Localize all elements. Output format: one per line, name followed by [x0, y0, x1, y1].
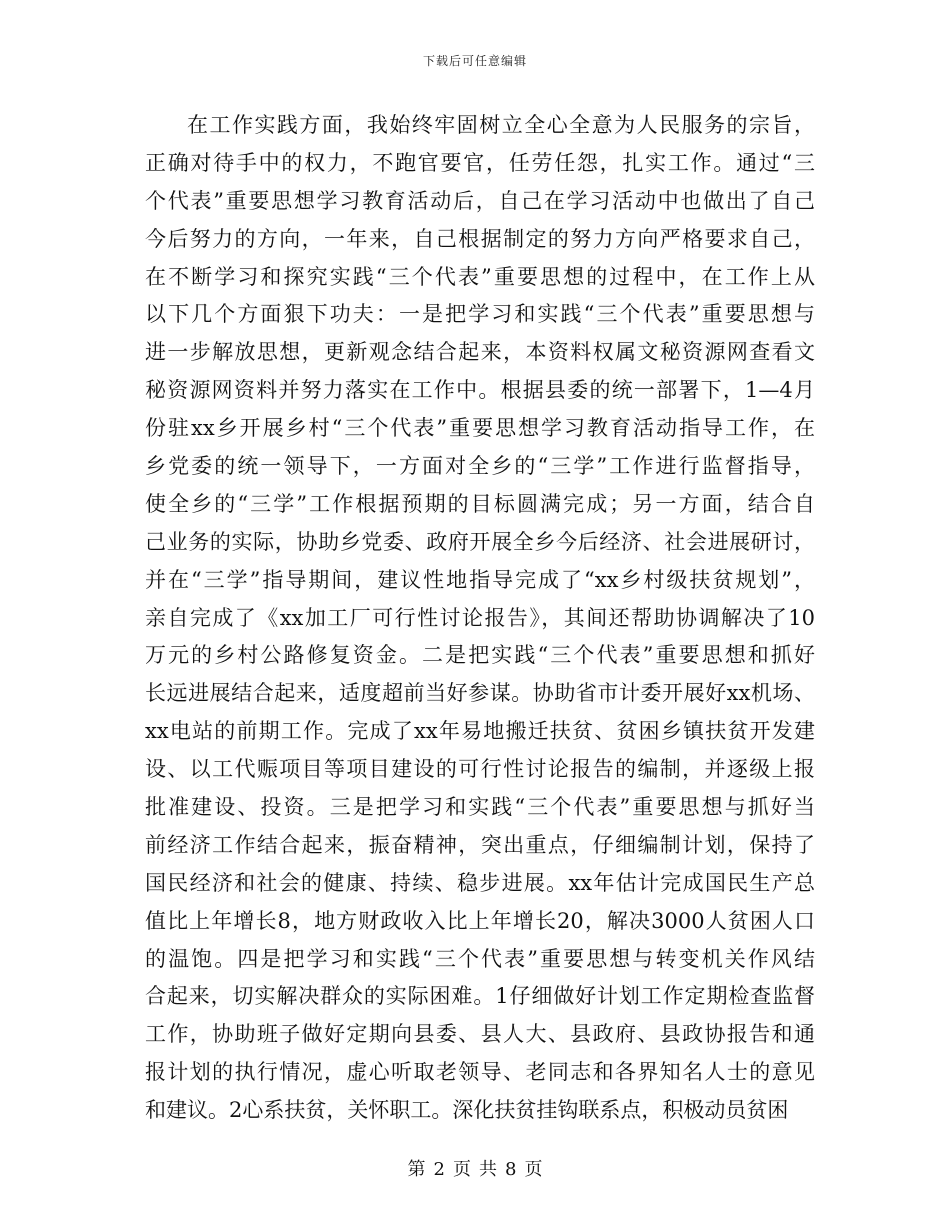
- body-line: 以下几个方面狠下功夫：一是把学习和实践“三个代表”重要思想与: [145, 302, 815, 327]
- body-line: 在工作实践方面，我始终牢固树立全心全意为人民服务的宗旨，: [187, 113, 815, 137]
- body-line: 亲自完成了《xx加工厂可行性讨论报告》，其间还帮助协调解决了10: [145, 605, 815, 630]
- body-line: 个代表”重要思想学习教育活动后，自己在学习活动中也做出了自己: [145, 188, 815, 213]
- body-line: 长远进展结合起来，适度超前当好参谋。协助省市计委开展好xx机场、: [145, 681, 815, 706]
- body-line: 报计划的执行情况，虚心听取老领导、老同志和各界知名人士的意见: [145, 1060, 815, 1085]
- body-line: 使全乡的“三学”工作根据预期的目标圆满完成；另一方面，结合自: [145, 491, 815, 516]
- page-header-note: 下载后可任意编辑: [422, 54, 527, 68]
- body-line: 和建议。2心系扶贫，关怀职工。深化扶贫挂钩联系点，积极动员贫困: [145, 1098, 789, 1123]
- body-line: 份驻xx乡开展乡村“三个代表”重要思想学习教育活动指导工作，在: [145, 416, 815, 441]
- footer-label-gong: 共: [479, 1159, 497, 1180]
- body-line: 并在“三学”指导期间，建议性地指导完成了“xx乡村级扶贫规划”，: [145, 567, 815, 592]
- footer-page-number: 2: [433, 1159, 445, 1180]
- body-line: 批准建设、投资。三是把学习和实践“三个代表”重要思想与抓好当: [145, 795, 815, 820]
- body-line: 值比上年增长8，地方财政收入比上年增长20，解决3000人贫困人口: [145, 908, 815, 933]
- body-line: 在不断学习和探究实践“三个代表”重要思想的过程中，在工作上从: [145, 264, 815, 289]
- body-line: 合起来，切实解决群众的实际困难。1仔细做好计划工作定期检查监督: [145, 984, 815, 1009]
- body-line: 进一步解放思想，更新观念结合起来，本资料权属文秘资源网查看文: [145, 340, 815, 365]
- body-line: 己业务的实际，协助乡党委、政府开展全乡今后经济、社会进展研讨，: [145, 529, 815, 554]
- body-line: 今后努力的方向，一年来，自己根据制定的努力方向严格要求自己，: [145, 226, 815, 251]
- footer-label-ye: 页: [453, 1159, 471, 1180]
- footer-label-ye-2: 页: [524, 1159, 543, 1180]
- body-line: 万元的乡村公路修复资金。二是把实践“三个代表”重要思想和抓好: [145, 643, 815, 668]
- body-line: 国民经济和社会的健康、持续、稳步进展。xx年估计完成国民生产总: [145, 870, 815, 895]
- body-line: 工作，协助班子做好定期向县委、县人大、县政府、县政协报告和通: [145, 1022, 815, 1047]
- body-line: xx电站的前期工作。完成了xx年易地搬迁扶贫、贫困乡镇扶贫开发建: [145, 719, 815, 744]
- page-footer: [0, 1155, 950, 1181]
- body-line: 设、以工代赈项目等项目建设的可行性讨论报告的编制，并逐级上报: [145, 757, 815, 782]
- body-line: 乡党委的统一领导下，一方面对全乡的“三学”工作进行监督指导，: [145, 454, 815, 479]
- body-line: 的温饱。四是把学习和实践“三个代表”重要思想与转变机关作风结: [145, 946, 815, 971]
- body-line: 前经济工作结合起来，振奋精神，突出重点，仔细编制计划，保持了: [145, 832, 815, 857]
- body-line: 秘资源网资料并努力落实在工作中。根据县委的统一部署下，1—4月: [145, 378, 815, 403]
- document-body: [145, 107, 815, 1130]
- footer-total-pages: 8: [505, 1159, 517, 1180]
- body-line: 正确对待手中的权力，不跑官要官，任劳任怨，扎实工作。通过“三: [145, 150, 815, 175]
- footer-label-di: 第: [407, 1159, 426, 1180]
